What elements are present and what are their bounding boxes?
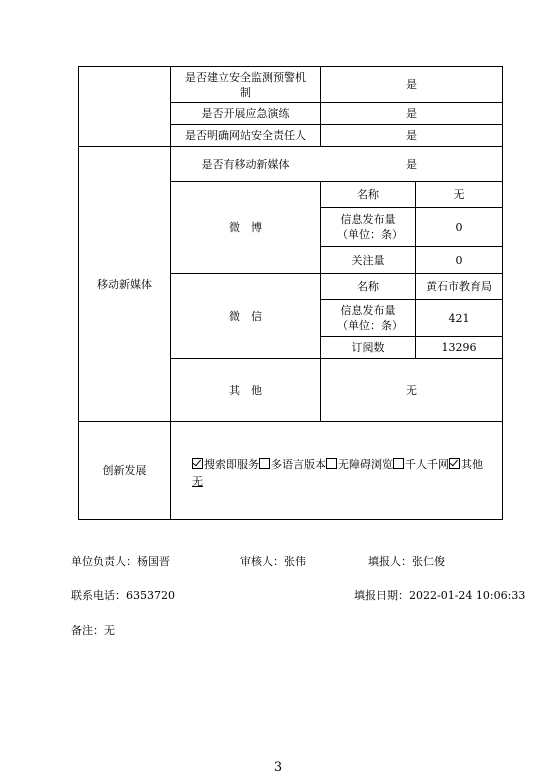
wechat-subs-label: 订阅数 bbox=[351, 341, 385, 354]
checkbox-checked-icon[interactable] bbox=[449, 458, 460, 469]
innovation-options bbox=[192, 456, 498, 490]
drill-label: 是否开展应急演练 bbox=[201, 107, 290, 120]
checkbox-empty-icon[interactable] bbox=[259, 458, 270, 469]
has-mobile-label: 是否有移动新媒体 bbox=[201, 157, 290, 171]
contact-phone: 联系电话：6353720 bbox=[71, 589, 175, 602]
weibo-label: 微 博 bbox=[229, 221, 262, 234]
other-media-label: 其 他 bbox=[229, 383, 262, 397]
monitoring-value: 是 bbox=[406, 78, 417, 91]
table-border-bottom bbox=[78, 519, 503, 520]
option-search-service[interactable]: 搜索即服务 bbox=[192, 458, 259, 471]
weibo-name-label: 名称 bbox=[357, 188, 379, 201]
drill-value: 是 bbox=[406, 107, 417, 120]
monitoring-label: 是否建立安全监测预警机制 bbox=[185, 70, 306, 99]
checkbox-empty-icon[interactable] bbox=[326, 458, 337, 469]
option-accessibility[interactable]: 无障碍浏览 bbox=[326, 458, 393, 471]
wechat-posts-value: 421 bbox=[448, 311, 470, 325]
weibo-posts-value: 0 bbox=[455, 220, 463, 234]
option-other[interactable]: 其他 bbox=[449, 458, 483, 471]
wechat-name-value: 黄石市教育局 bbox=[426, 280, 492, 293]
responsible-label: 是否明确网站安全责任人 bbox=[185, 129, 306, 142]
other-media-value: 无 bbox=[406, 383, 417, 397]
report-date: 填报日期：2022-01-24 10:06:33 bbox=[354, 589, 526, 602]
wechat-posts-label: 信息发布量（单位：条） bbox=[337, 304, 403, 332]
filler: 填报人：张仁俊 bbox=[368, 555, 445, 568]
weibo-posts-label: 信息发布量（单位：条） bbox=[337, 213, 403, 241]
page-number: 3 bbox=[273, 760, 283, 775]
innovation-label: 创新发展 bbox=[102, 464, 147, 477]
unit-head: 单位负责人：杨国晋 bbox=[71, 555, 170, 568]
has-mobile-value: 是 bbox=[406, 157, 417, 171]
wechat-label: 微 信 bbox=[229, 309, 262, 323]
option-personalized[interactable]: 千人千网 bbox=[393, 458, 449, 471]
wechat-subs-value: 13296 bbox=[441, 341, 477, 354]
checkbox-empty-icon[interactable] bbox=[393, 458, 404, 469]
innovation-other-text: 无 bbox=[192, 475, 203, 488]
weibo-follow-value: 0 bbox=[455, 253, 463, 267]
reviewer: 审核人：张伟 bbox=[240, 555, 306, 568]
weibo-name-value: 无 bbox=[453, 188, 465, 201]
mobile-section-label: 移动新媒体 bbox=[97, 277, 152, 291]
note: 备注：无 bbox=[71, 624, 115, 637]
wechat-name-label: 名称 bbox=[357, 280, 379, 293]
checkbox-checked-icon[interactable] bbox=[192, 458, 203, 469]
option-multilingual[interactable]: 多语言版本 bbox=[259, 458, 326, 471]
weibo-follow-label: 关注量 bbox=[351, 253, 385, 267]
table-border-right bbox=[502, 66, 503, 520]
responsible-value: 是 bbox=[406, 129, 417, 142]
